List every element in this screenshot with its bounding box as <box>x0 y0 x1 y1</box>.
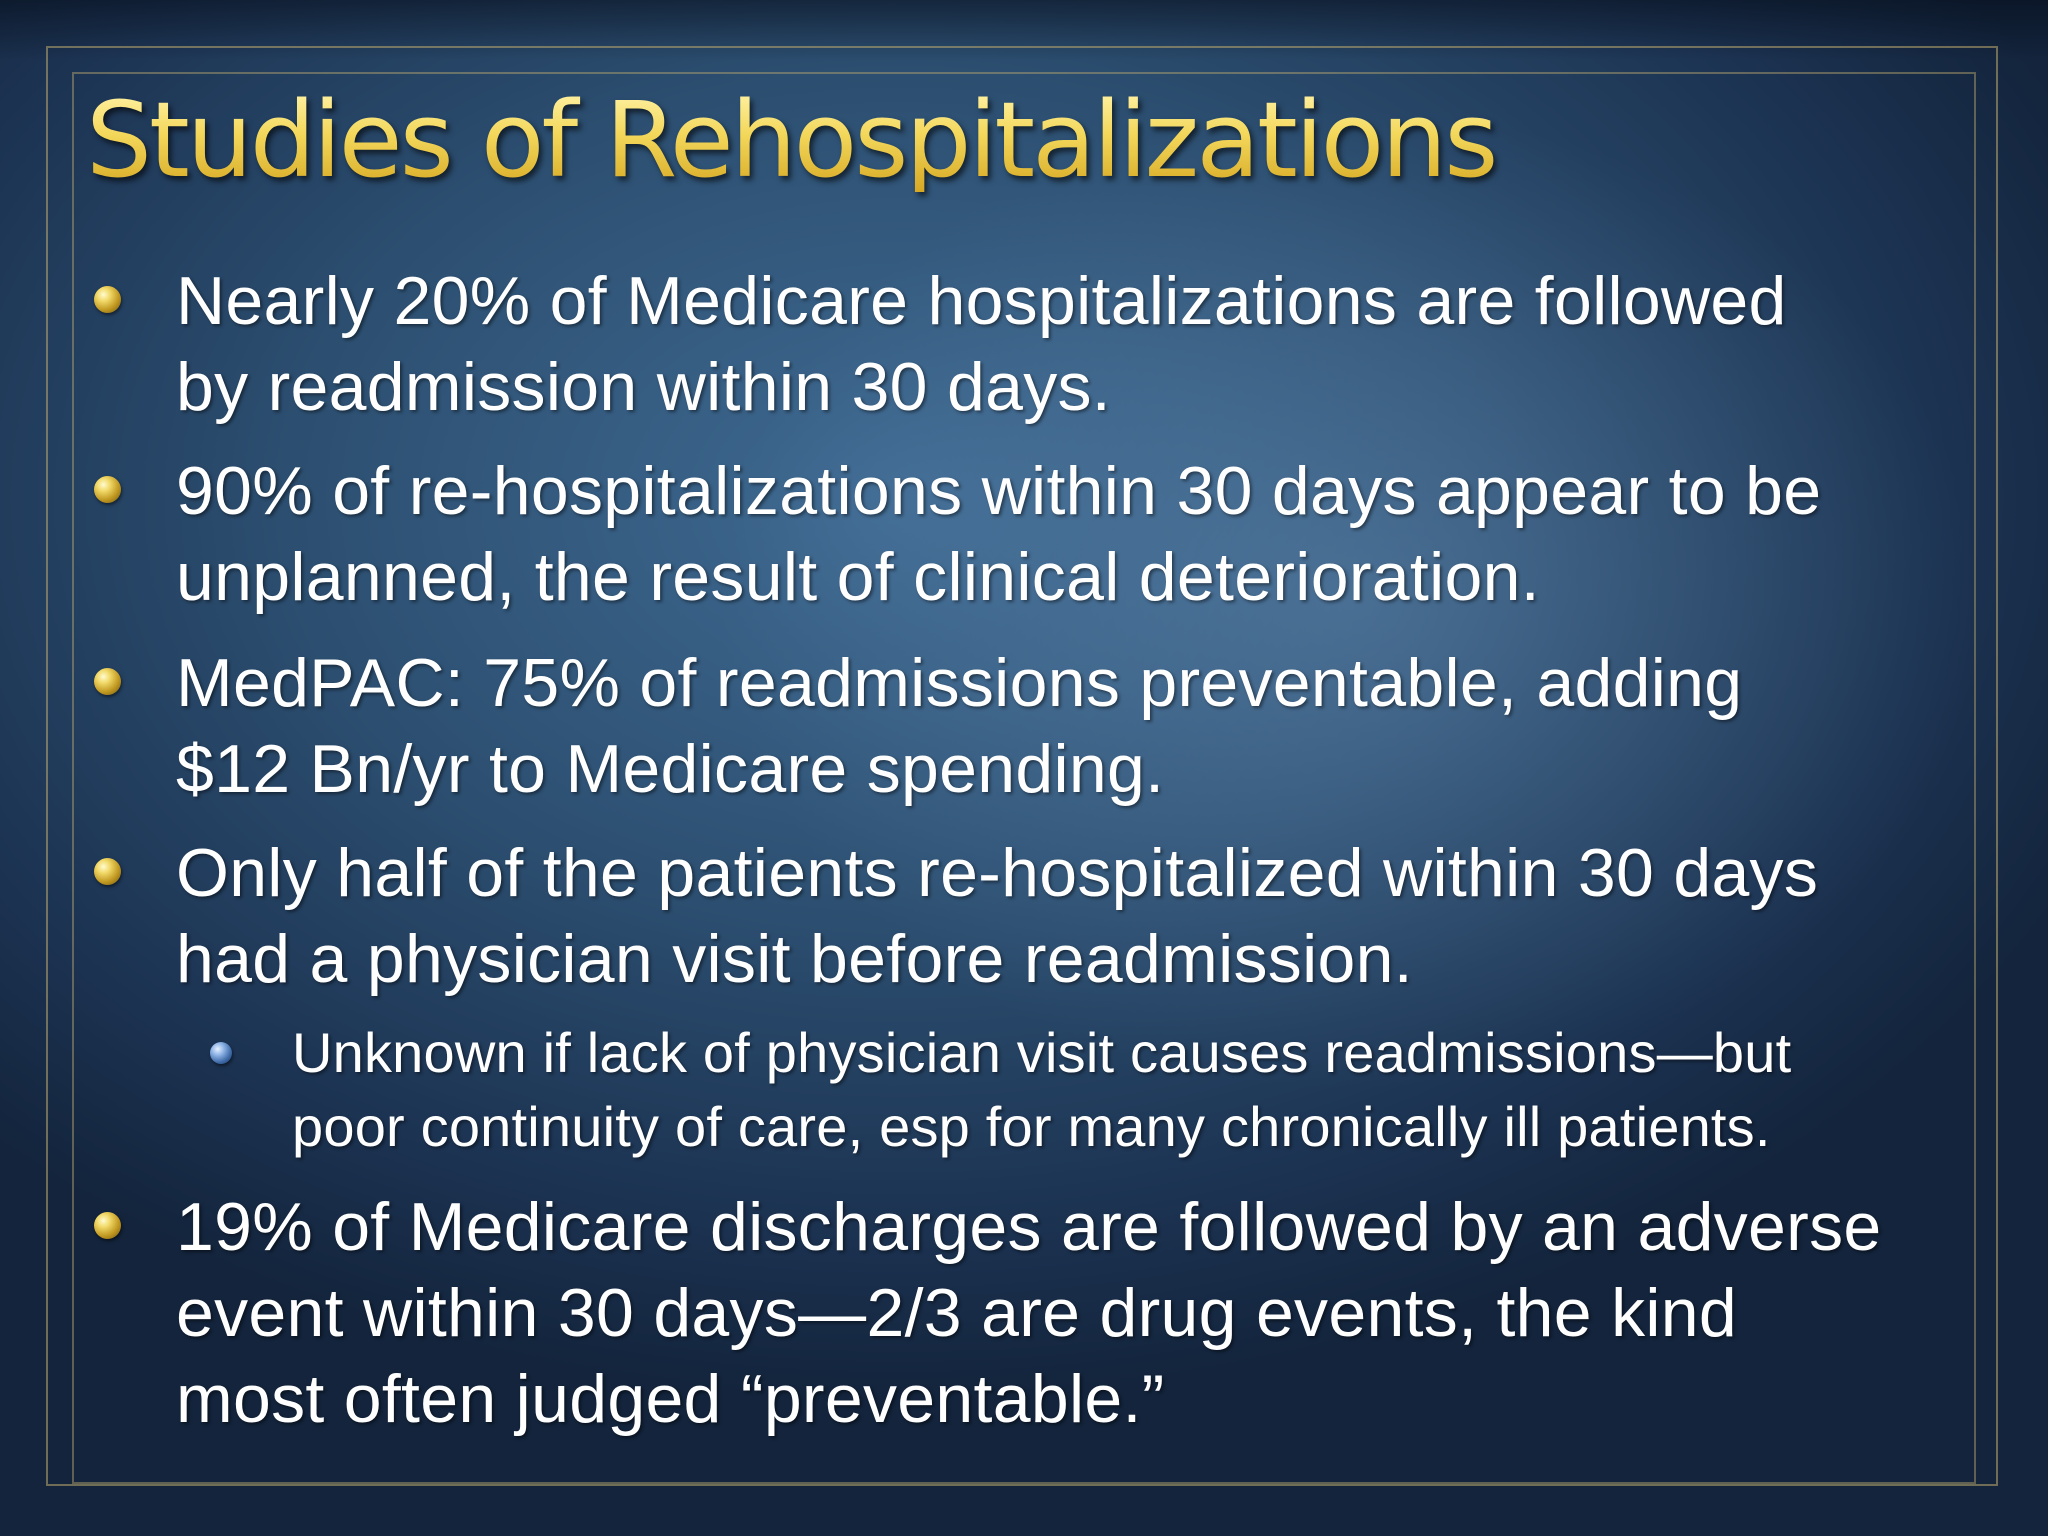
bullet-text-line: unplanned, the result of clinical deterioration. <box>176 539 1540 615</box>
bullet-text-line: event within 30 days—2/3 are drug events, the kind <box>176 1275 1738 1351</box>
bullet-item <box>176 830 2006 1002</box>
bullet-item <box>176 448 2006 620</box>
sub-bullet-text-line: poor continuity of care, esp for many chronically ill patients. <box>292 1095 1771 1158</box>
bullet-item <box>176 258 2006 430</box>
bullet-item <box>176 640 2006 812</box>
bullet-text-line: by readmission within 30 days. <box>176 349 1112 425</box>
sub-bullet-text-line: Unknown if lack of physician visit causes readmissions—but <box>292 1021 1792 1084</box>
gold-sphere-bullet-icon <box>94 286 121 313</box>
gold-sphere-bullet-icon <box>94 476 121 503</box>
slide-title: Studies of Rehospitalizations <box>86 79 1496 201</box>
gold-sphere-bullet-icon <box>94 668 121 695</box>
blue-sphere-bullet-icon <box>210 1042 232 1064</box>
bullet-text-line: had a physician visit before readmission. <box>176 921 1413 997</box>
gold-sphere-bullet-icon <box>94 1212 121 1239</box>
gold-sphere-bullet-icon <box>94 858 121 885</box>
bullet-text-line: Nearly 20% of Medicare hospitalizations are followed <box>176 263 1787 339</box>
bullet-item <box>176 1184 2006 1442</box>
bullet-text-line: 19% of Medicare discharges are followed by an adverse <box>176 1189 1882 1265</box>
bullet-text-line: $12 Bn/yr to Medicare spending. <box>176 731 1165 807</box>
sub-bullet-item <box>292 1016 2012 1164</box>
bullet-text-line: 90% of re-hospitalizations within 30 days appear to be <box>176 453 1822 529</box>
bullet-text-line: most often judged “preventable.” <box>176 1361 1165 1437</box>
bullet-text-line: Only half of the patients re-hospitalized within 30 days <box>176 835 1819 911</box>
bullet-text-line: MedPAC: 75% of readmissions preventable, adding <box>176 645 1743 721</box>
